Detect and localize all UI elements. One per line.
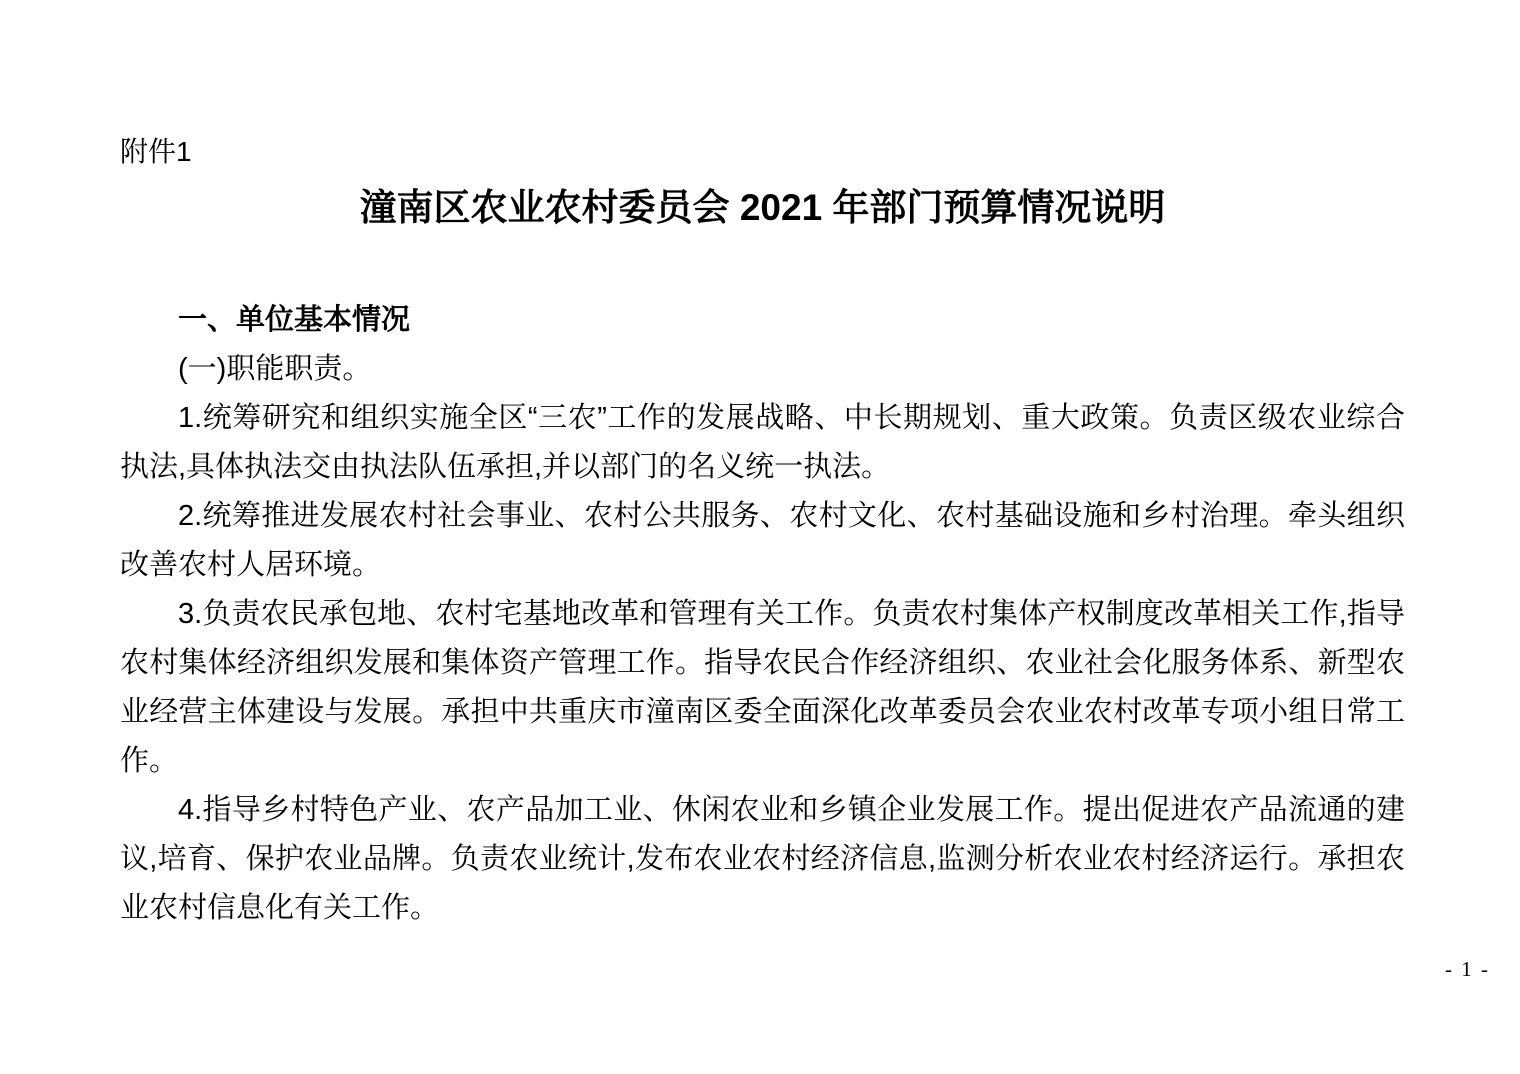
document-content: [120, 130, 1405, 933]
paragraph-duty-3: 3.负责农民承包地、农村宅基地改革和管理有关工作。负责农村集体产权制度改革相关工作,指导农村集体经济组织发展和集体资产管理工作。指导农民合作经济组织、农业社会化服务体系、新型农业经营主体建设与发展。承担中共重庆市潼南区委全面深化改革委员会农业农村改革专项小组日常工作。: [120, 598, 1405, 777]
subsection-heading: (一)职能职责。: [178, 353, 372, 385]
section-heading: 一、单位基本情况: [178, 304, 411, 336]
paragraph-duty-2: 2.统筹推进发展农村社会事业、农村公共服务、农村文化、农村基础设施和乡村治理。牵头组织改善农村人居环境。: [120, 500, 1405, 581]
paragraph-duty-4: 4.指导乡村特色产业、农产品加工业、休闲农业和乡镇企业发展工作。提出促进农产品流通的建议,培育、保护农业品牌。负责农业统计,发布农业农村经济信息,监测分析农业农村经济运行。承担农业农村信息化有关工作。: [120, 794, 1405, 924]
document-title: 潼南区农业农村委员会 2021 年部门预算情况说明: [359, 187, 1166, 228]
page-number: - 1 -: [1445, 957, 1490, 981]
paragraph-duty-1: 1.统筹研究和组织实施全区“三农”工作的发展战略、中长期规划、重大政策。负责区级农业综合执法,具体执法交由执法队伍承担,并以部门的名义统一执法。: [120, 402, 1405, 483]
attachment-label: 附件1: [120, 136, 192, 167]
